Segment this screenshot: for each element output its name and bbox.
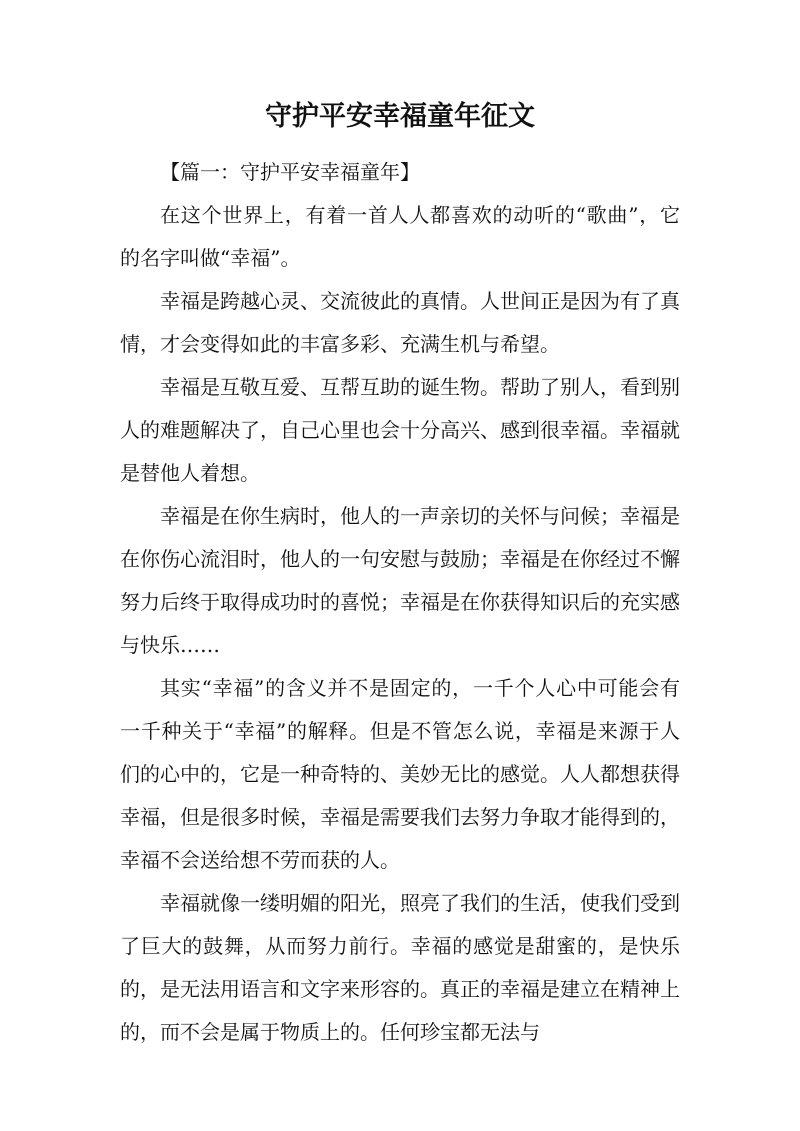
paragraph-2: 幸福是跨越心灵、交流彼此的真情。人世间正是因为有了真情，才会变得如此的丰富多彩、充满生机与希望。 <box>120 289 680 356</box>
paragraph-5: 其实“幸福”的含义并不是固定的，一千个人心中可能会有一千种关于“幸福”的解释。但是不管怎么说，幸福是来源于人们的心中的，它是一种奇特的、美妙无比的感觉。人人都想获得幸福，但是很多时候，幸福是需要我们去努力争取才能得到的，幸福不会送给想不劳而获的人。 <box>120 676 680 872</box>
paragraph-3: 幸福是互敬互爱、互帮互助的诞生物。帮助了别人，看到别人的难题解决了，自己心里也会十分高兴、感到很幸福。幸福就是替他人着想。 <box>120 375 680 485</box>
document-title: 守护平安幸福童年征文 <box>265 101 535 132</box>
paragraph-1: 在这个世界上，有着一首人人都喜欢的动听的“歌曲”，它的名字叫做“幸福”。 <box>120 203 680 270</box>
paragraph-6: 幸福就像一缕明媚的阳光，照亮了我们的生活，使我们受到了巨大的鼓舞，从而努力前行。幸福的感觉是甜蜜的，是快乐的，是无法用语言和文字来形容的。真正的幸福是建立在精神上的，而不会是属于物质上的。任何珍宝都无法与 <box>120 891 680 1044</box>
paragraph-4: 幸福是在你生病时，他人的一声亲切的关怀与问候；幸福是在你伤心流泪时，他人的一句安慰与鼓励；幸福是在你经过不懈努力后终于取得成功时的喜悦；幸福是在你获得知识后的充实感与快乐…… <box>120 504 680 657</box>
document-body <box>120 151 680 1054</box>
section-heading: 【篇一：守护平安幸福童年】 <box>160 160 420 184</box>
